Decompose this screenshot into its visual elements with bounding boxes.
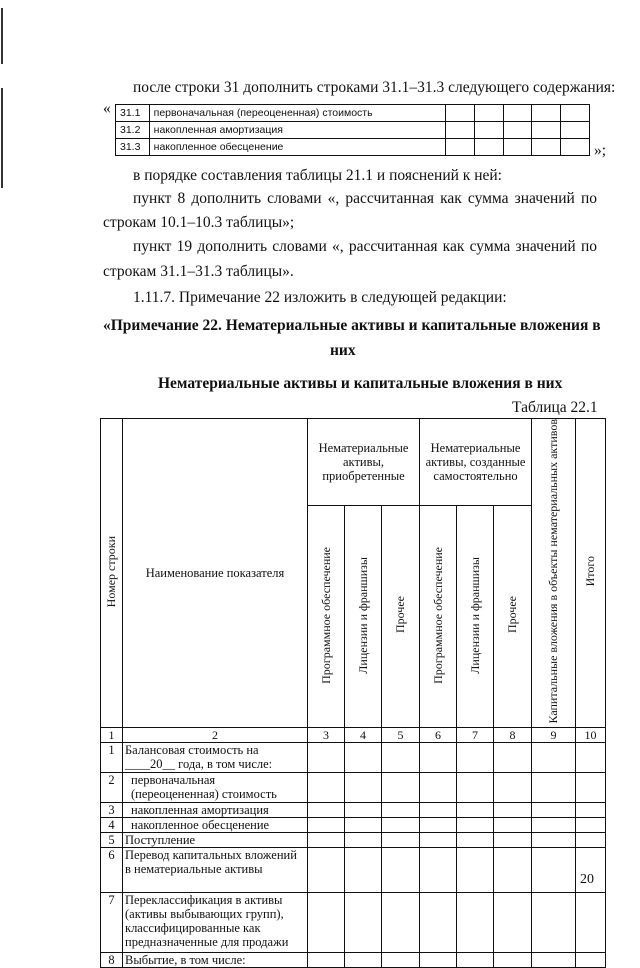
row-number: 7 <box>101 892 123 952</box>
header-other: Прочее <box>382 506 420 727</box>
header-row-number: Номер строки <box>101 419 123 728</box>
column-number: 4 <box>345 727 382 742</box>
paragraph-point8-line2: строкам 10.1–10.3 таблицы»; <box>103 214 295 231</box>
row-number: 3 <box>101 802 123 817</box>
quote-close: »; <box>594 142 607 159</box>
paragraph-point19-line2: строкам 31.1–31.3 таблицы». <box>103 263 294 280</box>
insert-cell <box>532 139 561 156</box>
quote-open: « <box>103 100 111 117</box>
insert-cell <box>532 105 561 122</box>
table-row <box>101 832 606 847</box>
header-software: Программное обеспечение <box>420 506 457 727</box>
table-row <box>101 742 606 772</box>
table-row <box>101 802 606 817</box>
heading-note22-line1: «Примечание 22. Нематериальные активы и капитальные вложения в <box>103 317 601 334</box>
header-group-acquired: Нематериальные активы, приобретенные <box>308 419 420 506</box>
row-name: Выбытие, в том числе: <box>123 952 308 967</box>
row-name: накопленная амортизация <box>123 802 308 817</box>
table-row <box>101 772 606 802</box>
table-row <box>101 817 606 832</box>
insert-cell <box>532 122 561 139</box>
row-name: Переклассификация в активы (активы выбывающих групп), классифицированные как предназначенные для продажи <box>123 892 308 952</box>
insert-cell <box>474 122 503 139</box>
row-number: 8 <box>101 952 123 967</box>
column-number-row <box>101 727 606 742</box>
table-row <box>101 952 606 967</box>
insert-cell <box>561 122 590 139</box>
table-title: Нематериальные активы и капитальные вложения в них <box>158 375 563 392</box>
column-number: 1 <box>101 727 123 742</box>
table-row <box>101 847 606 892</box>
column-number: 10 <box>576 727 606 742</box>
insert-cell <box>561 139 590 156</box>
insert-cell <box>474 139 503 156</box>
table-row <box>101 892 606 952</box>
header-licenses: Лицензии и франшизы <box>457 506 494 727</box>
insert-row <box>116 139 590 156</box>
insert-row-code: 31.2 <box>116 122 150 139</box>
row-name: Перевод капитальных вложений в нематериальные активы <box>123 847 308 892</box>
row-number: 1 <box>101 742 123 772</box>
row-number: 6 <box>101 847 123 892</box>
column-number: 7 <box>457 727 494 742</box>
row-number: 5 <box>101 832 123 847</box>
header-total: Итого <box>576 419 606 728</box>
header-indicator: Наименование показателя <box>123 419 308 728</box>
insert-row <box>116 122 590 139</box>
column-number: 6 <box>420 727 457 742</box>
insert-cell <box>503 122 532 139</box>
insert-cell <box>503 105 532 122</box>
paragraph-point8-line1: пункт 8 дополнить словами «, рассчитанная как сумма значений по <box>133 190 597 207</box>
main-table <box>100 418 606 968</box>
row-name: Поступление <box>123 832 308 847</box>
insert-cell <box>561 105 590 122</box>
header-capital-investments: Капитальные вложения в объекты нематериальных активов <box>532 419 576 728</box>
insert-row-name: накопленное обесценение <box>149 139 446 156</box>
insert-table <box>115 104 590 156</box>
table-label: Таблица 22.1 <box>512 399 598 416</box>
column-number: 9 <box>532 727 576 742</box>
insert-row <box>116 105 590 122</box>
insert-cell <box>446 139 475 156</box>
heading-note22-line2: них <box>330 342 356 359</box>
insert-row-code: 31.3 <box>116 139 150 156</box>
column-number: 2 <box>123 727 308 742</box>
insert-cell <box>474 105 503 122</box>
insert-cell <box>503 139 532 156</box>
header-licenses: Лицензии и франшизы <box>345 506 382 727</box>
paragraph-note22: 1.11.7. Примечание 22 изложить в следующей редакции: <box>133 289 507 306</box>
row-number: 2 <box>101 772 123 802</box>
column-number: 5 <box>382 727 420 742</box>
header-other: Прочее <box>494 506 532 727</box>
insert-row-code: 31.1 <box>116 105 150 122</box>
header-software: Программное обеспечение <box>308 506 345 727</box>
insert-row-name: накопленная амортизация <box>149 122 446 139</box>
insert-cell <box>446 105 475 122</box>
margin-bar-top <box>1 8 3 64</box>
paragraph-order: в порядке составления таблицы 21.1 и пояснений к ней: <box>133 167 502 184</box>
paragraph-point19-line1: пункт 19 дополнить словами «, рассчитанная как сумма значений по <box>133 238 597 255</box>
page-number: 20 <box>580 872 594 887</box>
header-group-created: Нематериальные активы, созданные самостоятельно <box>420 419 532 506</box>
margin-bar-bottom <box>1 88 3 188</box>
paragraph-insert-intro: после строки 31 дополнить строками 31.1–31.3 следующего содержания: <box>133 79 616 96</box>
row-number: 4 <box>101 817 123 832</box>
row-name: накопленное обесценение <box>123 817 308 832</box>
column-number: 3 <box>308 727 345 742</box>
insert-row-name: первоначальная (переоцененная) стоимость <box>149 105 446 122</box>
column-number: 8 <box>494 727 532 742</box>
insert-cell <box>446 122 475 139</box>
row-name: Балансовая стоимость на ____20__ года, в том числе: <box>123 742 308 772</box>
row-name: первоначальная (переоцененная) стоимость <box>123 772 308 802</box>
